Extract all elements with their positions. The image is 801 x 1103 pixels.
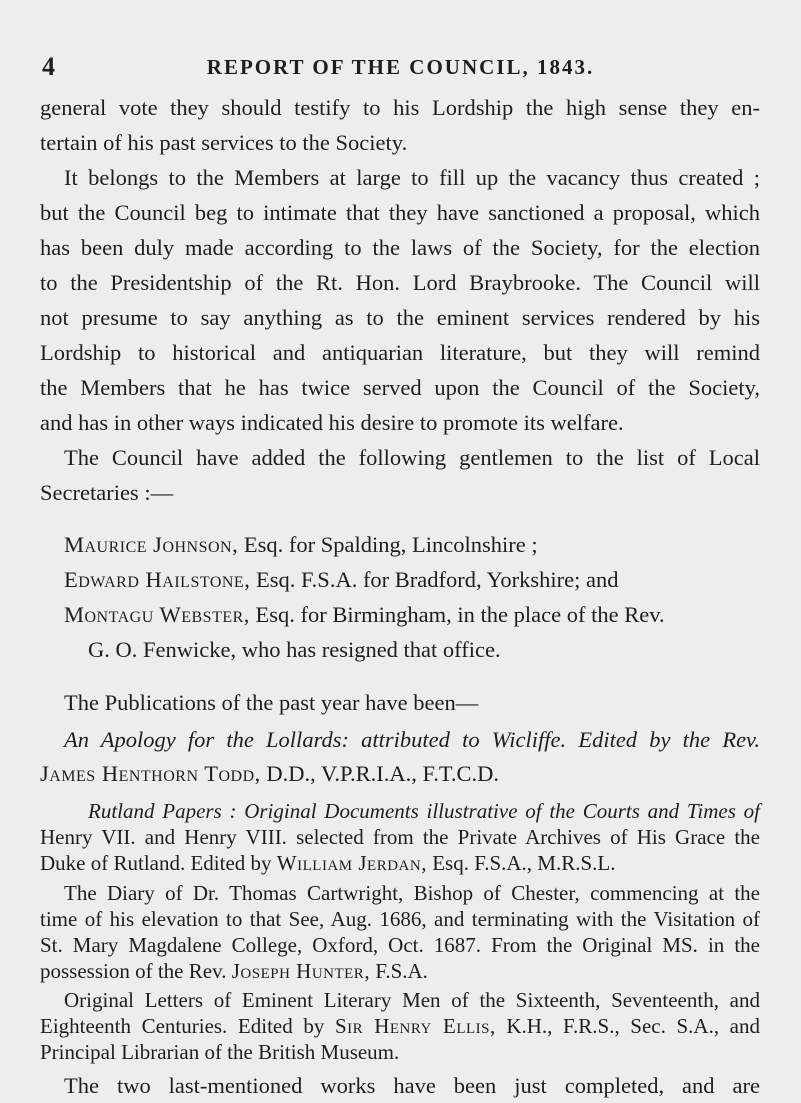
publication-entry: Rutland Papers : Original Documents illustrative of the Courts and Times of <box>88 799 760 823</box>
text-line: James Henthorn Todd, D.D., V.P.R.I.A., F.T.C.D. <box>40 761 500 786</box>
text-line: the Members that he has twice served upon the Council of the Society, <box>40 375 760 400</box>
publication-entry: Original Letters of Eminent Literary Men of the Sixteenth, Seventeenth, and <box>64 988 760 1012</box>
text-line: Duke of Rutland. Edited by William Jerdan, Esq. F.S.A., M.R.S.L. <box>40 851 616 875</box>
text-line: The Publications of the past year have been— <box>64 690 479 715</box>
publication-entry: An Apology for the Lollards: attributed to Wicliffe. Edited by the Rev. <box>64 727 760 752</box>
text-line: Principal Librarian of the British Museum. <box>40 1040 400 1064</box>
text-line: Henry VII. and Henry VIII. selected from the Private Archives of His Grace the <box>40 825 760 849</box>
text-line: general vote they should testify to his Lordship the high sense they en- <box>40 95 760 120</box>
publication-entry: The Diary of Dr. Thomas Cartwright, Bishop of Chester, commencing at the <box>64 881 760 905</box>
text-line: time of his elevation to that See, Aug. 1686, and terminating with the Visitation of <box>40 907 760 931</box>
text-line: to the Presidentship of the Rt. Hon. Lord Braybrooke. The Council will <box>40 270 760 295</box>
text-line: and has in other ways indicated his desire to promote its welfare. <box>40 410 624 435</box>
person-name: Edward Hailstone, <box>64 567 251 592</box>
person-name: Joseph Hunter, <box>231 959 371 983</box>
text-line: The Council have added the following gentlemen to the list of Local <box>64 445 760 470</box>
secretary-entry: Maurice Johnson, Esq. for Spalding, Lincolnshire ; <box>64 532 538 557</box>
person-name: Maurice Johnson, <box>64 532 239 557</box>
secretary-entry: Edward Hailstone, Esq. F.S.A. for Bradford, Yorkshire; and <box>64 567 619 592</box>
person-name: William Jerdan, <box>276 851 427 875</box>
text-line: has been duly made according to the laws of the Society, for the election <box>40 235 760 260</box>
page-number: 4 <box>42 52 55 81</box>
running-title: REPORT OF THE COUNCIL, 1843. <box>206 55 595 79</box>
running-header <box>40 52 761 86</box>
text-line: tertain of his past services to the Society. <box>40 130 408 155</box>
text-line: It belongs to the Members at large to fill up the vacancy thus created ; <box>64 165 760 190</box>
secretary-entry: Montagu Webster, Esq. for Birmingham, in the place of the Rev. <box>64 602 665 627</box>
text-line: not presume to say anything as to the eminent services rendered by his <box>40 305 760 330</box>
text-line: possession of the Rev. Joseph Hunter, F.S.A. <box>40 959 428 983</box>
text-line: but the Council beg to intimate that they have sanctioned a proposal, which <box>40 200 760 225</box>
text-line: G. O. Fenwicke, who has resigned that office. <box>88 637 501 662</box>
person-name: James Henthorn Todd, <box>40 761 261 786</box>
text-line: The two last-mentioned works have been just completed, and are <box>64 1073 760 1098</box>
text-line: Lordship to historical and antiquarian literature, but they will remind <box>40 340 760 365</box>
text-line: Eighteenth Centuries. Edited by Sir Henry Ellis, K.H., F.R.S., Sec. S.A., and <box>40 1014 760 1038</box>
text-line: St. Mary Magdalene College, Oxford, Oct. 1687. From the Original MS. in the <box>40 933 760 957</box>
person-name: Montagu Webster, <box>64 602 250 627</box>
person-name: Sir Henry Ellis, <box>334 1014 496 1038</box>
text-line: Secretaries :— <box>40 480 174 505</box>
